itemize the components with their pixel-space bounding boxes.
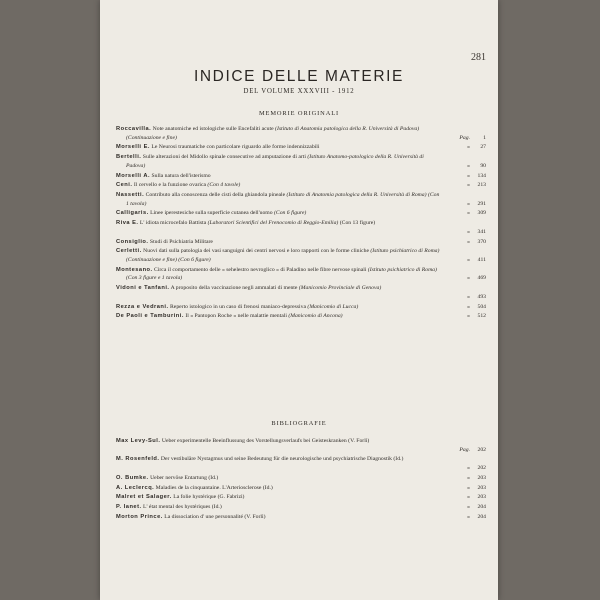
page-number-ref: 411: [477, 257, 486, 263]
entry-author: Cerletti.: [116, 248, 142, 255]
page-reference: [465, 293, 486, 302]
entry-text: [116, 303, 486, 312]
page-number-ref: 309: [477, 210, 486, 217]
entry-author: A. Leclercq.: [116, 484, 155, 491]
page-marker: »: [467, 313, 470, 320]
index-entry: [116, 513, 486, 522]
page-marker: »: [467, 182, 470, 189]
entry-author: Riva E.: [116, 220, 139, 227]
page-reference: [465, 484, 486, 493]
page-marker: »: [467, 484, 470, 491]
index-entry: [116, 266, 486, 283]
page-reference: [465, 474, 486, 483]
entry-author: Malret et Salager.: [116, 494, 172, 501]
page-number: 281: [471, 52, 486, 63]
page-number-ref: 203: [477, 474, 486, 481]
entry-text: [116, 493, 486, 502]
index-entry: [116, 153, 486, 170]
page-marker: »: [467, 303, 470, 310]
entry-institution: (Con 6 figure): [274, 210, 307, 217]
entry-author: M. Rosenfeld.: [116, 456, 160, 463]
entry-text: [116, 125, 486, 142]
entry-title: Circa il comportamento delle « sehelestro nevroglico » di Paladino nelle fibre nervose spinali: [152, 266, 368, 273]
page-reference: [465, 200, 486, 209]
entry-text: [116, 266, 486, 283]
page-marker: »: [467, 210, 470, 217]
document-page: [100, 0, 498, 600]
entry-title: Ueber experimentelle Beeinflussung des Vorstellungsverlaufs bei Geisteskranken (V. Forlì): [160, 438, 370, 444]
index-entry: [116, 493, 486, 502]
entry-author: Roccavilla.: [116, 126, 152, 132]
entry-institution: (Manicomio di Ancona): [288, 313, 343, 320]
entry-text: [116, 181, 486, 190]
index-entry: [116, 474, 486, 483]
entry-author: Ceni.: [116, 182, 133, 189]
entry-author: De Paoli e Tamburini.: [116, 313, 184, 320]
page-number-ref: 341: [477, 228, 486, 235]
entry-author: Consiglio.: [116, 238, 149, 245]
index-entry: [116, 219, 486, 236]
entry-title: Contributo alla conoscenza delle cisti della ghiandola pineale: [144, 192, 287, 199]
memorie-list: [116, 125, 486, 322]
entry-institution: (Istituto di Anatomia patologica della R. Università di Padova) (Continuazione e fine): [126, 126, 420, 141]
entry-title: Reperto istologico in un caso di frenosi maniaco-depressiva: [168, 303, 308, 310]
entry-text: [116, 153, 486, 170]
index-entry: [116, 484, 486, 493]
entry-author: Morton Prince.: [116, 513, 163, 520]
page-reference: [465, 238, 486, 247]
entry-title: A proposito della vaccinazione negli ammalati di mente: [169, 285, 299, 292]
entry-title: Ueber nervöse Entartung (Id.): [148, 474, 219, 481]
index-entry: [116, 143, 486, 152]
page-marker: Pag.: [459, 446, 470, 453]
page-number-ref: 27: [480, 144, 486, 151]
entry-institution: (Istituto Anatomo-patologico della R. Università di Padova): [126, 154, 424, 169]
page-reference: [457, 446, 486, 455]
entry-author: Morselli A.: [116, 172, 151, 179]
page-number-ref: 504: [477, 303, 486, 310]
index-entry: [116, 284, 486, 301]
entry-institution: (Laboratori Scientifici del Frenocomio di Reggio-Emilia): [207, 220, 339, 227]
page-number-ref: 204: [477, 513, 486, 520]
page-reference: [465, 162, 486, 171]
entry-title: Der vestibuläre Nystagmus und seine Bedeutung für die neurologische und psychiatrische Diagnostik (Id.): [159, 456, 404, 463]
page-number-ref: 203: [477, 494, 486, 501]
page-reference: [457, 134, 486, 143]
index-entry: [116, 437, 486, 454]
page-reference: [465, 513, 486, 522]
page-reference: [465, 181, 486, 190]
entry-text: [116, 474, 486, 483]
entry-title: Il cervello e la funzione ovarica: [132, 182, 208, 189]
entry-author: Calligaris.: [116, 210, 149, 217]
entry-title: Note anatomiche ed istologiche sulle Encefaliti acute: [151, 126, 276, 132]
index-entry: [116, 503, 486, 512]
entry-institution: (Istituto psichiatrico di Roma) (Continuazione e fine) (Con 6 figure): [126, 248, 440, 263]
index-title: INDICE DELLE MATERIE: [193, 68, 404, 85]
entry-text: [116, 484, 486, 493]
bibliografie-list: [116, 437, 486, 523]
page-marker: »: [467, 504, 470, 511]
entry-text: [116, 219, 486, 236]
page-reference: [465, 464, 486, 473]
page-number-ref: 1: [483, 134, 486, 141]
entry-text: [116, 172, 486, 181]
page-reference: [465, 312, 486, 321]
entry-author: Morselli E.: [116, 144, 150, 151]
entry-text: [116, 191, 486, 208]
entry-title: Linee iperestesiche sulla superficie cutanea dell'uomo: [148, 210, 274, 217]
page-number-ref: 203: [477, 484, 486, 491]
page-marker: »: [467, 464, 470, 471]
page-reference: [465, 274, 486, 283]
index-entry: [116, 172, 486, 181]
entry-author: Vidoni e Tanfani.: [116, 285, 170, 292]
page-number-ref: 512: [477, 313, 486, 320]
entry-author: Nassetti.: [116, 192, 145, 199]
index-entry: [116, 125, 486, 142]
page-number-ref: 204: [477, 504, 486, 511]
page-number-ref: 370: [477, 238, 486, 245]
entry-title: Sulla natura dell'isterismo: [150, 172, 211, 179]
entry-text: [116, 455, 486, 472]
entry-text: [116, 143, 486, 152]
index-entry: [116, 312, 486, 321]
page-reference: [465, 503, 486, 512]
entry-author: P. Ianet.: [116, 504, 142, 511]
entry-title: La folie hystérique (G. Fabrizi): [171, 494, 245, 501]
entry-title: Sulle alterazioni del Midollo spinale consecutive ad amputazione di arti: [141, 154, 308, 161]
entry-title: L' idiota microcefalo Battista: [138, 220, 208, 227]
entry-text: [116, 209, 486, 218]
page-number-ref: 134: [477, 172, 486, 179]
entry-text: [116, 437, 486, 454]
page-number-ref: 202: [477, 446, 486, 453]
page-number-ref: 90: [480, 162, 486, 169]
page-reference: [465, 209, 486, 218]
page-marker: »: [467, 200, 470, 207]
index-entry: [116, 303, 486, 312]
page-marker: »: [467, 494, 470, 501]
volume-subtitle: DEL VOLUME XXXVIII - 1912: [243, 88, 355, 95]
entry-institution: (Manicomio di Lucca): [307, 303, 359, 310]
entry-title: Le Neurosi traumatiche con particolare riguardo alle forme indennizzabili: [149, 144, 320, 151]
page-reference: [465, 172, 486, 181]
entry-author: Bertelli.: [116, 154, 142, 161]
page-number-ref: 469: [477, 275, 486, 282]
entry-author: O. Bumke.: [116, 474, 149, 481]
page-marker: »: [467, 228, 470, 235]
page-number-ref: 213: [477, 182, 486, 189]
entry-author: Rezza e Vedrani.: [116, 303, 169, 310]
entry-institution: (Istituto di Anatomia patologica della R. Università di Roma) (Con 1 tavola): [126, 192, 440, 207]
page-marker: »: [467, 257, 470, 263]
entry-institution: (Manicomio Provinciale di Genova): [298, 285, 382, 292]
page-marker: »: [467, 144, 470, 151]
page-number-ref: 291: [477, 200, 486, 207]
entry-text: [116, 503, 486, 512]
index-entry: [116, 209, 486, 218]
page-marker: »: [467, 474, 470, 481]
entry-note: (Con 13 figure): [338, 220, 376, 227]
section-heading-memorie: MEMORIE ORIGINALI: [258, 110, 340, 117]
entry-text: [116, 513, 486, 522]
page-number-ref: 202: [477, 464, 486, 471]
entry-author: Montesano.: [116, 266, 153, 273]
entry-title: La dissociation d' une personnalité (V. Forlì): [162, 513, 266, 520]
index-entry: [116, 455, 486, 472]
entry-text: [116, 247, 486, 264]
entry-text: [116, 284, 486, 301]
index-entry: [116, 247, 486, 264]
page-marker: »: [467, 162, 470, 169]
page-reference: [465, 493, 486, 502]
entry-author: Max Levy-Sul.: [116, 438, 161, 444]
entry-title: Studi di Psichiatria Militare: [148, 238, 213, 245]
page-reference: [465, 143, 486, 152]
page-reference: [465, 228, 486, 237]
page-number-ref: 493: [477, 293, 486, 300]
entry-institution: (Con 4 tavole): [207, 182, 241, 189]
page-reference: [465, 256, 486, 265]
page-marker: Pag.: [459, 134, 470, 141]
page-marker: »: [467, 293, 470, 300]
section-heading-bibliografie: BIBLIOGRAFIE: [271, 420, 327, 427]
entry-title: Maladies de la cinquantaine. L'Arteriosclerose (Id.): [154, 484, 273, 491]
page-reference: [465, 303, 486, 312]
index-entry: [116, 191, 486, 208]
page-marker: »: [467, 238, 470, 245]
entry-text: [116, 238, 486, 247]
entry-institution: (Istituto psichiatrico di Roma) (Con 3 figure e 1 tavola): [126, 266, 437, 282]
entry-text: [116, 312, 486, 321]
index-entry: [116, 181, 486, 190]
page-marker: »: [467, 513, 470, 520]
entry-title: Il « Pantopon Roche » nelle malattie mentali: [183, 313, 289, 320]
page-marker: »: [467, 275, 470, 282]
entry-title: Nuovi dati sulla patologia dei vasi sanguigni dei centri nervosi e loro rapporti con le forme cliniche: [141, 248, 371, 255]
page-marker: »: [467, 172, 470, 179]
entry-title: L' état mental des hystériques (Id.): [141, 504, 222, 511]
index-entry: [116, 238, 486, 247]
